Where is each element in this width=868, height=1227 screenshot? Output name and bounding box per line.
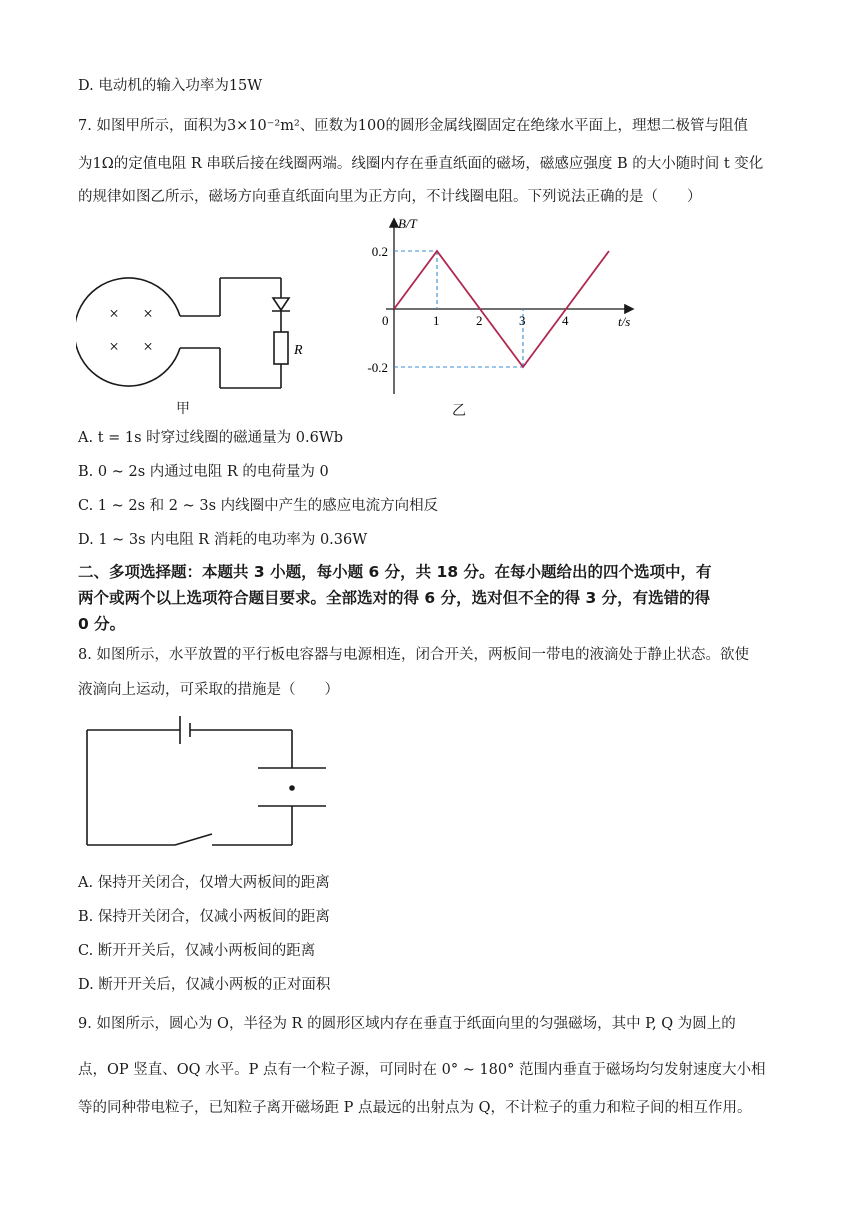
q7-option-d: D. 1 ~ 3s 内电阻 R 消耗的电功率为 0.36W: [78, 532, 368, 548]
q7-stem-line3: 的规律如图乙所示，磁场方向垂直纸面向里为正方向，不计线圈电阻。下列说法正确的是（ ）: [78, 189, 702, 205]
q6-option-d: D. 电动机的输入功率为15W: [78, 78, 263, 94]
x-tick-label-4: 4: [562, 313, 569, 328]
q9-stem-line3: 等的同种带电粒子，已知粒子离开磁场距 P 点最远的出射点为 Q，不计粒子的重力和粒子间的相互作用。: [78, 1100, 752, 1116]
figure-q8-capacitor-circuit: [82, 708, 332, 854]
x-tick-label-2: 2: [476, 313, 483, 328]
q9-stem-line2: 点，OP 竖直、OQ 水平。P 点有一个粒子源，可同时在 0° ~ 180° 范围内垂直于磁场均匀发射速度大小相: [78, 1062, 766, 1078]
x-axis-label: t/s: [618, 314, 631, 329]
q8-option-b: B. 保持开关闭合，仅减小两板间的距离: [78, 909, 330, 925]
q8-option-a: A. 保持开关闭合，仅增大两板间的距离: [78, 875, 330, 891]
figure-jia-coil-circuit: [76, 268, 306, 398]
resistor-r: [274, 332, 288, 364]
section-header-line1: 二、多项选择题：本题共 3 小题，每小题 6 分，共 18 分。在每小题给出的四个选项中，有: [78, 563, 712, 581]
switch-blade: [175, 834, 212, 845]
origin-label: 0: [382, 313, 389, 328]
field-mark-1: ×: [109, 304, 119, 323]
coil-outline: [76, 278, 180, 386]
q7-option-c: C. 1 ~ 2s 和 2 ~ 3s 内线圈中产生的感应电流方向相反: [78, 498, 439, 514]
caption-jia: 甲: [176, 401, 190, 417]
q8-option-d: D. 断开开关后，仅减小两板的正对面积: [78, 977, 331, 993]
field-mark-2: ×: [143, 304, 153, 323]
q7-option-b: B. 0 ~ 2s 内通过电阻 R 的电荷量为 0: [78, 464, 329, 480]
section-header-line3: 0 分。: [78, 615, 126, 633]
caption-yi: 乙: [452, 403, 466, 419]
q7-stem-line2: 为1Ω的定值电阻 R 串联后接在线圈两端。线圈内存在垂直纸面的磁场，磁感应强度 B 的大小随时间 t 变化: [78, 156, 764, 172]
resistor-label: R: [294, 343, 303, 358]
x-tick-label-1: 1: [433, 313, 440, 328]
figure-yi-bt-graph: [360, 214, 650, 400]
q7-stem-line1: 7. 如图甲所示，面积为3×10⁻²m²、匝数为100的圆形金属线圈固定在绝缘水平面上，理想二极管与阻值: [78, 118, 748, 134]
field-mark-4: ×: [143, 337, 153, 356]
q8-option-c: C. 断开开关后，仅减小两板间的距离: [78, 943, 316, 959]
q8-stem-line2: 液滴向上运动，可采取的措施是（ ）: [78, 682, 339, 698]
y-axis-label: B/T: [398, 216, 417, 231]
q7-option-a: A. t = 1s 时穿过线圈的磁通量为 0.6Wb: [78, 430, 344, 446]
diode-icon: [272, 298, 290, 318]
q9-stem-line1: 9. 如图所示，圆心为 O，半径为 R 的圆形区域内存在垂直于纸面向里的匀强磁场，其中 P, Q 为圆上的: [78, 1016, 736, 1032]
x-tick-label-3: 3: [519, 313, 526, 328]
q8-stem-line1: 8. 如图所示，水平放置的平行板电容器与电源相连，闭合开关，两板间一带电的液滴处于静止状态。欲使: [78, 647, 749, 663]
section-header-line2: 两个或两个以上选项符合题目要求。全部选对的得 6 分，选对但不全的得 3 分，有选错的得: [78, 589, 711, 607]
y-tick-label-pos: 0.2: [371, 244, 388, 259]
charged-droplet: [289, 785, 295, 791]
field-mark-3: ×: [109, 337, 119, 356]
y-tick-label-neg: -0.2: [367, 360, 388, 375]
